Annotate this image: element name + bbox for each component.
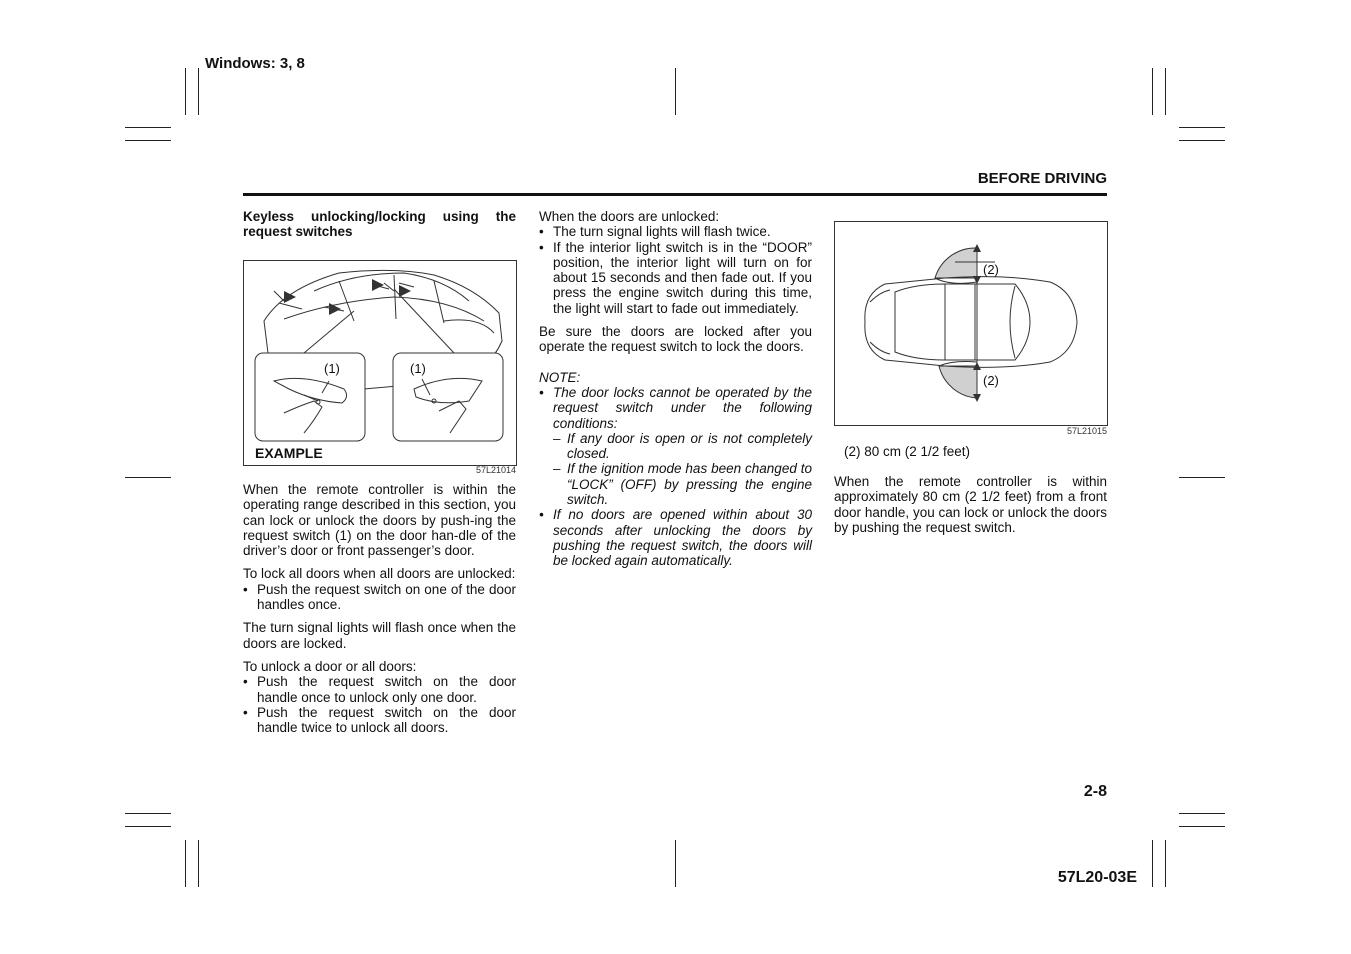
crop-mark [1179,813,1225,814]
door-handle-figure [243,260,517,466]
list-item: • Push the request switch on the door handle once to unlock only one door. [243,674,516,705]
range-label-bottom: (2) [983,373,999,388]
crop-mark [125,127,171,128]
list-item: – If any door is open or is not completely closed. [553,431,812,462]
range-figure [834,221,1108,426]
note-text: The door locks cannot be operated by the request switch under the following conditions: [553,384,812,431]
range-label-top: (2) [983,262,999,277]
figure-code: 57L21015 [1066,426,1107,436]
crop-mark [125,477,171,478]
car-top-illustration [835,222,1107,425]
paragraph: When the remote controller is within the operating range described in this section, you can lock or unlock the doors by push-ing the request switch (1) on the door han-dle of the driver’s door or front passenger’s door. [243,482,516,559]
crop-mark [125,813,171,814]
crop-mark [125,140,171,141]
crop-mark [1152,840,1153,887]
section-heading: Keyless unlocking/locking using the request switches [243,209,516,240]
paragraph: To lock all doors when all doors are unlocked: [243,566,516,582]
list-item: • The turn signal lights will flash twice. [539,224,812,239]
example-label: EXAMPLE [255,445,323,461]
note-label: NOTE: [539,369,581,385]
crop-mark [185,68,186,115]
paragraph: When the doors are unlocked: [539,209,720,224]
crop-mark [675,68,676,115]
list-item: • Push the request switch on one of the door handles once. [243,582,516,613]
paragraph: Be sure the doors are locked after you operate the request switch to lock the doors. [539,324,812,355]
crop-mark [1165,840,1166,887]
callout-1-right: (1) [410,361,426,376]
crop-mark [1179,140,1225,141]
list-item: • If the interior light switch is in the “DOOR” position, the interior light will turn on for about 15 seconds and then fade out. If you press the engine switch during this time, the light will start to fade out immediately. [539,240,812,316]
header-rule [243,193,1107,196]
section-title: BEFORE DRIVING [977,170,1107,187]
crop-mark [1165,68,1166,115]
callout-1-left: (1) [324,361,340,376]
figure-code: 57L21014 [475,465,516,475]
page-number: 2-8 [1083,783,1107,800]
paragraph: The turn signal lights will flash once when the doors are locked. [243,620,516,651]
crop-mark [125,826,171,827]
list-item [539,385,812,507]
crop-mark [1179,127,1225,128]
paragraph: When the remote controller is within approximately 80 cm (2 1/2 feet) from a front door handle, you can lock or unlock the doors by pushing the request switch. [834,474,1107,535]
paragraph: To unlock a door or all doors: [243,658,417,674]
crop-mark [1152,68,1153,115]
list-item: • Push the request switch on the door handle twice to unlock all doors. [243,705,516,736]
crop-mark [1179,826,1225,827]
crop-mark [675,840,676,887]
windows-label: Windows: 3, 8 [205,55,305,72]
car-side-illustration [244,261,516,465]
crop-mark [198,840,199,887]
list-item: • If no doors are opened within about 30 seconds after unlocking the doors by pushing the request switch, the doors will be locked again automatically. [539,507,812,568]
crop-mark [185,840,186,887]
crop-mark [1179,477,1225,478]
doc-code: 57L20-03E [1057,869,1137,886]
figure-caption: (2) 80 cm (2 1/2 feet) [844,444,971,459]
list-item: – If the ignition mode has been changed to “LOCK” (OFF) by pressing the engine switch. [553,461,812,507]
crop-mark [198,68,199,115]
